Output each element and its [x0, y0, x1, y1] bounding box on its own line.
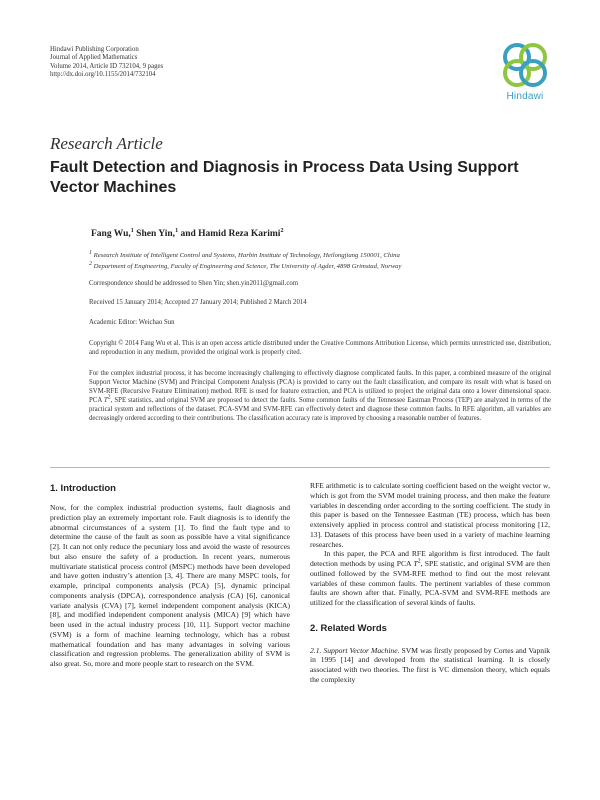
author-sup: 1 [175, 227, 179, 234]
overview-paragraph [310, 549, 550, 608]
publisher: Hindawi Publishing Corporation [50, 46, 139, 53]
affiliation-text: Department of Engineering, Faculty of Engineering and Science, The University of Agder, 4898 Grimstad, Norway [93, 263, 402, 270]
abstract-t2: T [103, 397, 108, 404]
affiliation-1 [89, 249, 400, 259]
intro-paragraph: Now, for the complex industrial production systems, fault diagnosis and prediction play an extremely important role. Fault diagnosis is to identify the abnormal circumstances of a system [1]. To find the fault type and to determine the cause of the fault as soon as possible have a vital significance [2]. It can not only reduce the pecuniary loss and avoid the waste of resources but also ensure the safety of a production. In recent years, numerous multivariate statistical process control (MSPC) methods have been developed and have gotten industry’s attention [3, 4]. There are many MSPC tools, for example, principal components analysis (PCA) [5], dynamic principal components analysis (DPCA), correspondence analysis (CA) [6], canonical variate analysis (CVA) [7], kernel independent component analysis (KICA) [8], and modified independent component analysis (MICA) [9] which have been used in the actual industry process [10, 11]. Support vector machine (SVM) is a form of machine learning technology, which has a robust mathematical foundation and has many advantages in solving various classification and regression problems. The generalization ability of SVM is also great. So, more and more people start to research on the SVM. [50, 503, 290, 668]
affiliation-sup: 1 [89, 249, 92, 256]
logo-text: Hindawi [506, 91, 544, 102]
rfe-text-b: , which is got from the SVM model training process, and then make the feature variables in descending order according to the sorting coefficient. The study in this paper is based on the Tennessee Eastman (TE) process, which has been extensively applied in process control and statistical process monitoring [12, 13]. Datasets of this process have been used in a variety of machine learning researches. [310, 481, 550, 549]
section-2-title: 2. Related Words [310, 622, 387, 634]
left-column [50, 503, 290, 669]
hindawi-logo [497, 40, 553, 104]
t2-symbol: T [413, 559, 418, 568]
t2-sup: 2 [417, 558, 421, 565]
author-name: and Hamid Reza Karimi [180, 229, 281, 239]
weight-symbol: w [543, 481, 549, 490]
author-list [91, 229, 283, 239]
academic-editor: Academic Editor: Weichao Sun [89, 319, 175, 326]
dates: Received 15 January 2014; Accepted 27 January 2014; Published 2 March 2014 [89, 299, 307, 306]
correspondence: Correspondence should be addressed to Shen Yin; shen.yin2011@gmail.com [89, 280, 299, 287]
section-1-title: 1. Introduction [50, 483, 116, 494]
paper-title: Fault Detection and Diagnosis in Process Data Using Support Vector Machines [50, 159, 519, 196]
volume-info: Volume 2014, Article ID 732104, 9 pages [50, 62, 164, 70]
divider [50, 467, 550, 468]
copyright-notice: Copyright © 2014 Fang Wu et al. This is an open access article distributed under the Creative Commons Attribution License, which permits unrestricted use, distribution, and reproduction in any medium, provided the original work is properly cited. [89, 340, 551, 356]
rfe-text-a: RFE arithmetic is to calculate sorting coefficient based on the weight vector [310, 481, 544, 490]
author-sup: 1 [130, 227, 134, 234]
abstract-t2-sup: 2 [107, 394, 111, 401]
abstract-part-1: For the complex industrial process, it has become increasingly challenging to effectively diagnose complicated faults. In this paper, a combined measure of the original Support Vector Machine (SVM) and Principal Component Analysis (PCA) is provided to carry out the fault classification, and compare its result with what is based on SVM-RFE (Recursive Feature Elimination) method. RFE is used for feature extraction, and PCA is utilized to project the original data onto a lower dimensional space. PCA [89, 370, 551, 404]
right-column [310, 481, 550, 685]
affiliation-text: Research Institute of Intelligent Control and Systems, Harbin Institute of Technology, Heilongjiang 150001, China [93, 252, 400, 259]
subsection-title: 2.1. Support Vector Machine. [310, 645, 400, 655]
svm-paragraph [310, 646, 550, 685]
abstract [89, 369, 551, 423]
author-name: Shen Yin, [136, 229, 176, 239]
abstract-part-2: , SPE statistics, and original SVM are proposed to detect the faults. Some common faults of the Tennessee Eastman Process (TEP) are analyzed in terms of the practical system and reflections of the dataset. PCA-SVM and SVM-RFE can effectively detect and diagnose these common faults. In RFE algorithm, all variables are decreasingly ordered according to their contributions. The classification accuracy rate is improved by choosing a reasonable number of features. [89, 397, 551, 422]
author-name: Fang Wu, [91, 229, 131, 239]
article-type: Research Article [50, 134, 163, 153]
affiliation-sup: 2 [89, 260, 92, 267]
doi-link[interactable]: http://dx.doi.org/10.1155/2014/732104 [50, 70, 156, 78]
affiliation-2 [89, 260, 402, 270]
overview-text-b: , SPE statistic, and original SVM are then outlined followed by the SVM-RFE method to find out the most relevant variables of these common faults. The pertinent variables of these common faults are shown after that. Finally, PCA-SVM and SVM-RFE methods are utilized for the classification of several kinds of faults. [310, 559, 550, 607]
author-sup: 2 [280, 227, 284, 234]
overview-text-a: In this paper, the PCA and RFE algorithm is first introduced. The fault detection methods by using PCA [310, 549, 550, 568]
svm-text: SVM was firstly proposed by Cortes and Vapnik in 1995 [14] and developed from the statistical learning. It is closely associated with two theories. The first is VC dimension theory, which equals the complexity [310, 645, 551, 684]
journal-header [50, 46, 163, 79]
rfe-paragraph [310, 481, 550, 549]
journal-name: Journal of Applied Mathematics [50, 54, 138, 62]
hindawi-rings-icon [497, 40, 553, 90]
